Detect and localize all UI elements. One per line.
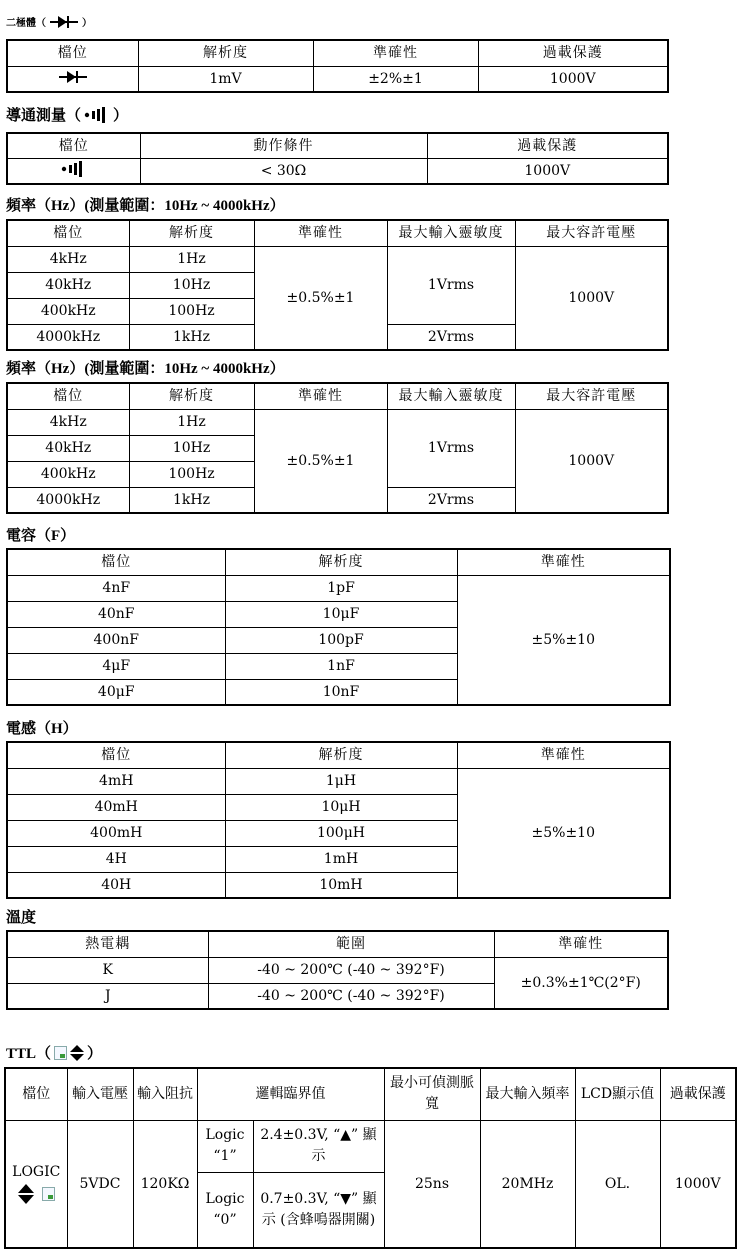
frequency-section-title (6, 357, 285, 378)
range-cell: 4nF (7, 575, 225, 601)
header-cell: 最小可偵測脈寬 (384, 1068, 480, 1120)
range-cell: 4000kHz (7, 324, 129, 350)
header-cell: 過載保護 (478, 40, 668, 66)
input-voltage-cell: 5VDC (67, 1120, 133, 1248)
header-cell: 邏輯臨界值 (197, 1068, 384, 1120)
range-cell: 400kHz (7, 461, 129, 487)
header-cell: 解析度 (225, 549, 457, 575)
range-cell: -40 ~ 200℃ (-40 ~ 392°F) (208, 983, 494, 1009)
logic-label: LOGIC (12, 1163, 61, 1180)
header-cell: 檔位 (7, 549, 225, 575)
thermocouple-cell: J (7, 983, 208, 1009)
header-cell: 準確性 (313, 40, 478, 66)
header-cell: 最大輸入頻率 (480, 1068, 575, 1120)
max-voltage-cell: 1000V (515, 409, 668, 513)
temperature-title-text: 溫度 (6, 910, 37, 926)
overload-cell: 1000V (427, 158, 668, 184)
header-cell: 檔位 (5, 1068, 67, 1120)
range-cell: 400kHz (7, 298, 129, 324)
range-cell (7, 158, 140, 184)
diode-title-close: ） (82, 18, 92, 29)
logic-low-label: Logic “0” (197, 1172, 253, 1248)
diode-title-text: 二極體（ (6, 18, 46, 29)
frequency-title-text: 頻率（Hz）(測量範圍：10Hz ~ 4000kHz） (6, 361, 285, 377)
accuracy-cell: ±0.3%±1℃(2°F) (494, 957, 668, 1009)
resolution-cell: 100Hz (129, 461, 254, 487)
header-cell: 檔位 (7, 133, 140, 158)
logic-high-label: Logic “1” (197, 1120, 253, 1172)
resolution-cell: 1kHz (129, 487, 254, 513)
header-cell: 最大容許電壓 (515, 383, 668, 409)
diode-section-title (6, 14, 92, 29)
header-cell: 輸入阻抗 (133, 1068, 197, 1120)
resolution-cell: 1μH (225, 768, 457, 794)
overload-cell: 1000V (478, 66, 668, 92)
header-cell: 輸入電壓 (67, 1068, 133, 1120)
capacitance-title-text: 電容（F） (6, 528, 76, 544)
resolution-cell: 1kHz (129, 324, 254, 350)
buzzer-icon (84, 106, 110, 124)
header-cell: 檔位 (7, 383, 129, 409)
header-cell: 準確性 (457, 549, 670, 575)
header-cell: 解析度 (129, 383, 254, 409)
capacitance-table (6, 548, 671, 706)
header-cell: LCD顯示值 (575, 1068, 660, 1120)
range-cell: -40 ~ 200℃ (-40 ~ 392°F) (208, 957, 494, 983)
continuity-table (6, 132, 669, 185)
resolution-cell: 1mH (225, 846, 457, 872)
header-cell: 檔位 (7, 40, 138, 66)
ttl-title-text: TTL（ (6, 1046, 52, 1062)
header-cell: 最大輸入靈敏度 (387, 383, 515, 409)
resolution-cell: 1Hz (129, 409, 254, 435)
range-cell: 4kHz (7, 246, 129, 272)
header-cell: 過載保護 (660, 1068, 736, 1120)
continuity-title-text: 導通測量（ (6, 108, 82, 124)
header-cell: 解析度 (225, 742, 457, 768)
broken-image-icon (42, 1187, 55, 1201)
range-cell (5, 1120, 67, 1248)
range-cell: 4H (7, 846, 225, 872)
accuracy-cell: ±5%±10 (457, 575, 670, 705)
range-cell: 4μF (7, 653, 225, 679)
header-cell: 熱電耦 (7, 931, 208, 957)
header-cell: 最大輸入靈敏度 (387, 220, 515, 246)
inductance-table (6, 741, 671, 899)
frequency-table (6, 382, 669, 514)
thermocouple-cell: K (7, 957, 208, 983)
resolution-cell: 10nF (225, 679, 457, 705)
accuracy-cell: ±5%±10 (457, 768, 670, 898)
range-cell: 40μF (7, 679, 225, 705)
range-cell: 4mH (7, 768, 225, 794)
resolution-cell: 1mV (138, 66, 313, 92)
resolution-cell: 1pF (225, 575, 457, 601)
header-cell: 動作條件 (140, 133, 427, 158)
range-cell: 40H (7, 872, 225, 898)
sensitivity-cell: 2Vrms (387, 487, 515, 513)
inductance-section-title (6, 717, 78, 738)
accuracy-cell: ±2%±1 (313, 66, 478, 92)
frequency-section-title (6, 194, 285, 215)
range-cell (7, 66, 138, 92)
range-cell: 40nF (7, 601, 225, 627)
header-cell: 過載保護 (427, 133, 668, 158)
header-cell: 準確性 (494, 931, 668, 957)
accuracy-cell: ±0.5%±1 (254, 409, 387, 513)
broken-image-icon (54, 1046, 67, 1060)
resolution-cell: 10μH (225, 794, 457, 820)
resolution-cell: 100μH (225, 820, 457, 846)
accuracy-cell: ±0.5%±1 (254, 246, 387, 350)
range-cell: 400nF (7, 627, 225, 653)
diode-icon (49, 15, 79, 29)
ttl-section-title (6, 1042, 102, 1063)
ttl-title-close: ） (87, 1046, 103, 1062)
header-cell: 解析度 (129, 220, 254, 246)
range-cell: 40kHz (7, 435, 129, 461)
up-down-arrow-icon (18, 1184, 34, 1204)
sensitivity-cell: 1Vrms (387, 246, 515, 324)
sensitivity-cell: 2Vrms (387, 324, 515, 350)
overload-cell: 1000V (660, 1120, 736, 1248)
diode-icon (58, 70, 88, 84)
range-cell: 400mH (7, 820, 225, 846)
continuity-section-title (6, 104, 128, 125)
range-cell: 40mH (7, 794, 225, 820)
input-impedance-cell: 120KΩ (133, 1120, 197, 1248)
max-voltage-cell: 1000V (515, 246, 668, 350)
sensitivity-cell: 1Vrms (387, 409, 515, 487)
header-cell: 解析度 (138, 40, 313, 66)
ttl-table (4, 1067, 737, 1249)
resolution-cell: 10Hz (129, 272, 254, 298)
min-pulse-cell: 25ns (384, 1120, 480, 1248)
resolution-cell: 100pF (225, 627, 457, 653)
resolution-cell: 1Hz (129, 246, 254, 272)
header-cell: 準確性 (254, 220, 387, 246)
resolution-cell: 10Hz (129, 435, 254, 461)
max-frequency-cell: 20MHz (480, 1120, 575, 1248)
continuity-title-close: ） (113, 108, 129, 124)
up-down-arrow-icon (70, 1045, 84, 1061)
temperature-table (6, 930, 669, 1010)
header-cell: 檔位 (7, 220, 129, 246)
diode-table (6, 39, 669, 93)
inductance-title-text: 電感（H） (6, 721, 78, 737)
header-cell: 範圍 (208, 931, 494, 957)
header-cell: 檔位 (7, 742, 225, 768)
header-cell: 最大容許電壓 (515, 220, 668, 246)
range-cell: 4000kHz (7, 487, 129, 513)
resolution-cell: 10μF (225, 601, 457, 627)
range-cell: 4kHz (7, 409, 129, 435)
frequency-table (6, 219, 669, 351)
header-cell: 準確性 (457, 742, 670, 768)
capacitance-section-title (6, 524, 75, 545)
resolution-cell: 10mH (225, 872, 457, 898)
header-cell: 準確性 (254, 383, 387, 409)
buzzer-icon (61, 161, 87, 177)
frequency-title-text: 頻率（Hz）(測量範圍：10Hz ~ 4000kHz） (6, 198, 285, 214)
logic-low-value: 0.7±0.3V, “▼” 顯示 (含蜂鳴器開關) (253, 1172, 384, 1248)
resolution-cell: 100Hz (129, 298, 254, 324)
condition-cell: < 30Ω (140, 158, 427, 184)
lcd-display-cell: OL. (575, 1120, 660, 1248)
resolution-cell: 1nF (225, 653, 457, 679)
temperature-section-title (6, 906, 36, 927)
logic-high-value: 2.4±0.3V, “▲” 顯示 (253, 1120, 384, 1172)
range-cell: 40kHz (7, 272, 129, 298)
